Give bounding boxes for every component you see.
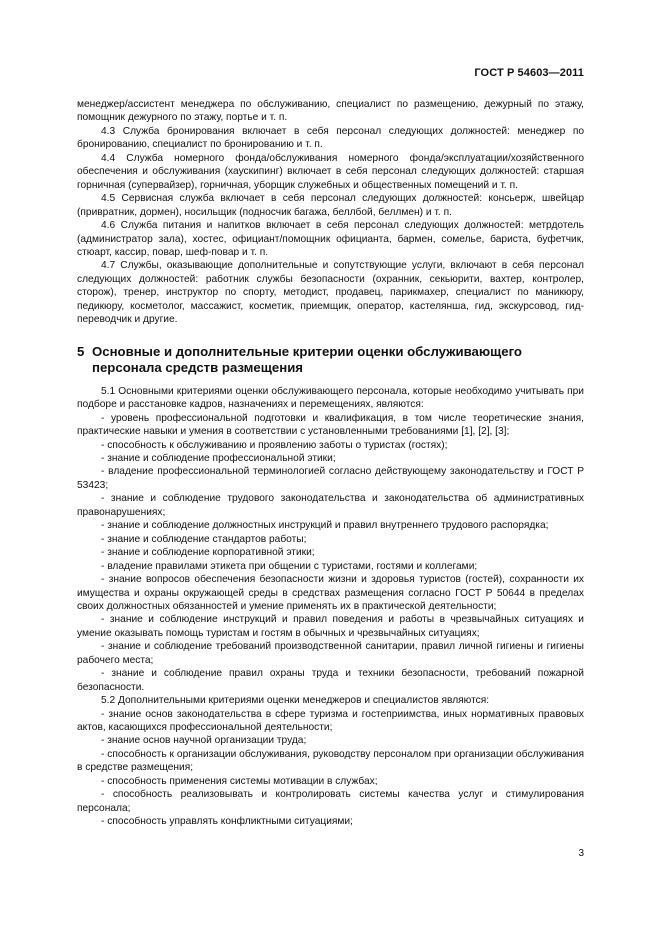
paragraph: - знание и соблюдение требований производственной санитарии, правил личной гигиены и гигиены рабочего места;: [77, 641, 584, 666]
paragraph: 5.2 Дополнительными критериями оценки менеджеров и специалистов являются:: [101, 695, 490, 707]
paragraph: - знание и соблюдение инструкций и правил поведения и работы в чрезвычайных ситуациях и умение оказывать помощь туристам и гостям в обычных и чрезвычайных ситуациях;: [77, 614, 584, 639]
paragraph: - знание основ законодательства в сфере туризма и гостеприимства, иных нормативных правовых актов, касающихся профессиональной деятельности;: [77, 708, 584, 734]
paragraph: - владение правилами этикета при общении с туристами, гостями и коллегами;: [101, 560, 478, 572]
paragraph: менеджер/ассистент менеджера по обслуживанию, специалист по размещению, дежурный по этажу, помощник дежурного по этажу, портье и т. п.: [77, 99, 584, 124]
paragraph: - знание и соблюдение корпоративной этики;: [101, 547, 315, 559]
paragraph: - способность управлять конфликтными ситуациями;: [101, 816, 353, 828]
page-number: 3: [578, 848, 584, 859]
document-header: ГОСТ Р 54603—2011: [474, 67, 584, 79]
paragraph: - знание и соблюдение профессиональной этики;: [101, 452, 336, 464]
paragraph: - знание и соблюдение правил охраны труда и техники безопасности, требований пожарной безопасности.: [77, 668, 584, 693]
paragraph: - владение профессиональной терминологией согласно действующему законодательству и ГОСТ Р 53423;: [77, 466, 584, 491]
paragraph: - знание вопросов обеспечения безопасности жизни и здоровья туристов (гостей), сохранности их имущества и охраны окружающей среды в средствах размещения согласно ГОСТ Р 50644 в пределах своих должностных обязанностей и умение применять их в практической деятельности;: [77, 574, 584, 612]
paragraph: 4.4 Служба номерного фонда/обслуживания номерного фонда/эксплуатации/хозяйственного обеспечения и обслуживания (хаускипинг) включает в себя персонал следующих должностей: старшая горничная (супервайзер), горничная, уборщик служебных и общественных помещений и т. п.: [77, 152, 584, 191]
paragraph: - способность реализовывать и контролировать системы качества услуг и стимулирования персонала;: [77, 789, 584, 814]
paragraphs-bottom: [77, 385, 584, 829]
paragraph: - знание и соблюдение стандартов работы;: [101, 533, 307, 545]
paragraph: - уровень профессиональной подготовки и квалификация, в том числе теоретические знания, практические навыки и умения в соответствии с установленными требованиями [1], [2], [3];: [77, 412, 584, 438]
page-content: [77, 98, 584, 829]
paragraph: - способность применения системы мотивации в службах;: [101, 775, 378, 787]
section-5-heading: [77, 344, 584, 376]
paragraph: 4.6 Служба питания и напитков включает в себя персонал следующих должностей: метрдотель (администратор зала), хостес, официант/помощник официанта, бармен, сомелье, бариста, буфетчик, стюарт, кассир, повар, шеф-повар и т. п.: [77, 220, 584, 258]
paragraph: 5.1 Основными критериями оценки обслуживающего персонала, которые необходимо учитывать при подборе и расстановке кадров, назначениях и перемещениях, являются:: [77, 385, 584, 411]
paragraph: 4.7 Службы, оказывающие дополнительные и сопутствующие услуги, включают в себя персонал следующих должностей: работник службы безопасности (охранник, секьюрити, вахтер, контролер, сторож), тренер, инструктор по спорту, методист, продавец, парикмахер, специалист по маникюру, педикюру, косметолог, массажист, косметик, приемщик, оператор, кастелянша, гид, экскурсовод, гид-переводчик и другие.: [77, 260, 584, 326]
paragraph: 4.3 Служба бронирования включает в себя персонал следующих должностей: менеджер по бронированию, специалист по бронированию и т. п.: [77, 125, 584, 151]
paragraph: - способность к организации обслуживания, руководству персоналом при организации обслуживания в средстве размещения;: [77, 748, 584, 774]
paragraph: - знание и соблюдение должностных инструкций и правил внутреннего трудового распорядка;: [101, 520, 549, 532]
paragraph: - знание основ научной организации труда;: [101, 735, 307, 747]
paragraphs-top: [77, 98, 584, 327]
paragraph: 4.5 Сервисная служба включает в себя персонал следующих должностей: консьерж, швейцар (привратник, дормен), носильщик (подносчик багажа, беллбой, беллмен) и т. п.: [77, 193, 584, 218]
section-title-line2: персонала средств размещения: [92, 359, 303, 375]
paragraph: - знание и соблюдение трудового законодательства и законодательства об административных правонарушениях;: [77, 493, 584, 518]
section-number: 5: [77, 343, 85, 359]
section-title-line1: Основные и дополнительные критерии оценки обслуживающего: [92, 343, 522, 359]
paragraph: - способность к обслуживанию и проявлению заботы о туристах (гостях);: [101, 439, 448, 451]
